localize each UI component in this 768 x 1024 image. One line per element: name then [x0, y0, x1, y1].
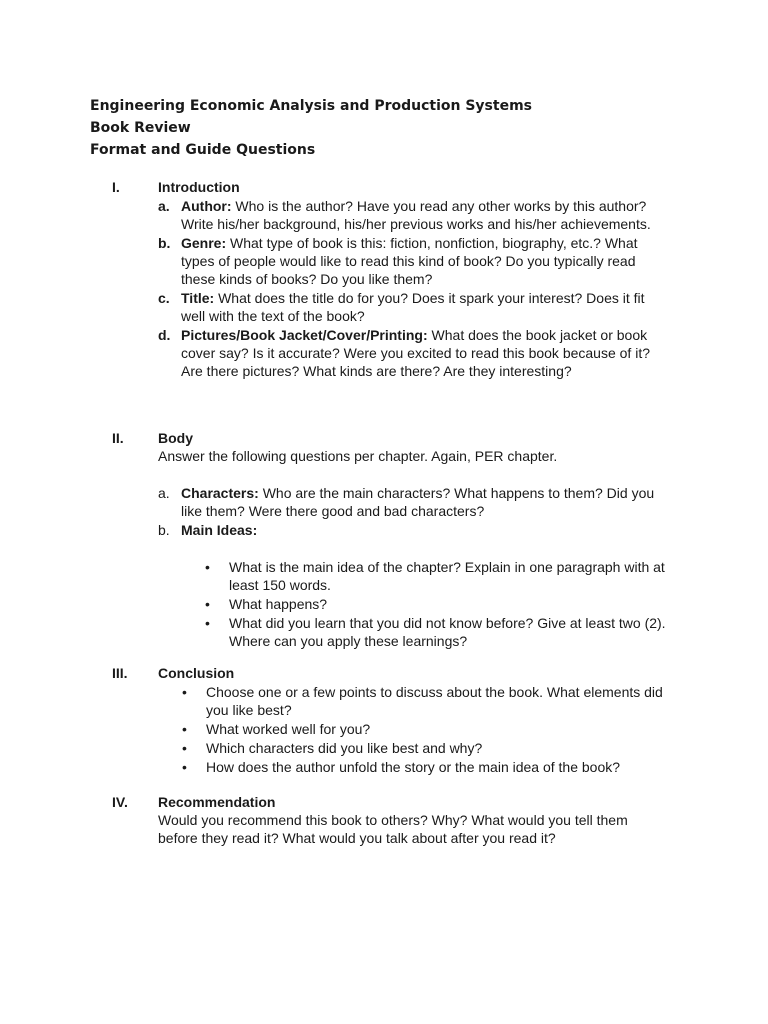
- list-item: a. Characters: Who are the main characters? What happens to them? Did you like them? Were there good and bad characters?: [158, 485, 655, 519]
- section-numeral: II.: [112, 430, 124, 446]
- section-numeral: IV.: [112, 794, 128, 810]
- bullet-item: • How does the author unfold the story or the main idea of the book?: [182, 759, 621, 775]
- course-title: Engineering Economic Analysis and Production Systems: [90, 98, 532, 114]
- section-body: [112, 429, 672, 650]
- list-item: b. Genre: What type of book is this: fiction, nonfiction, biography, etc.? What types of people would like to read this kind of book? Do you typically read these kinds of books? Do you like them?: [158, 235, 638, 287]
- section-heading: [112, 429, 672, 447]
- section-title: Conclusion: [158, 665, 235, 681]
- bullet-item: • What worked well for you?: [182, 721, 371, 737]
- document-title: Book Review: [90, 120, 191, 136]
- section-title: Body: [158, 430, 193, 446]
- bullet-item: • Choose one or a few points to discuss about the book. What elements did you like best?: [182, 684, 663, 718]
- bullet-icon: •: [182, 721, 187, 737]
- bullet-icon: •: [182, 684, 187, 700]
- section-numeral: III.: [112, 665, 128, 681]
- bullet-item: • What is the main idea of the chapter? Explain in one paragraph with at least 150 words.: [205, 559, 665, 593]
- list-item: b. Main Ideas:: [158, 522, 258, 538]
- bullet-icon: •: [205, 615, 210, 631]
- section-heading: [112, 178, 672, 196]
- bullet-icon: •: [182, 759, 187, 775]
- section-heading: [112, 664, 672, 682]
- bullet-icon: •: [205, 596, 210, 612]
- section-recommendation: [112, 793, 672, 847]
- bullet-icon: •: [205, 559, 210, 575]
- list-item: a. Author: Who is the author? Have you read any other works by this author? Write his/her background, his/her previous works and his/her achievements.: [158, 198, 651, 232]
- section-numeral: I.: [112, 179, 120, 195]
- section-heading: [112, 793, 672, 811]
- section-instruction: Answer the following questions per chapter. Again, PER chapter.: [158, 448, 558, 464]
- recommendation-text: Would you recommend this book to others? Why? What would you tell them before they read it? What would you talk about after you read it?: [158, 812, 628, 846]
- document-subtitle: Format and Guide Questions: [90, 142, 316, 158]
- bullet-icon: •: [182, 740, 187, 756]
- document-header: [90, 95, 532, 161]
- section-conclusion: [112, 664, 672, 776]
- list-item: c. Title: What does the title do for you? Does it spark your interest? Does it fit well with the text of the book?: [158, 290, 645, 324]
- bullet-item: • Which characters did you like best and why?: [182, 740, 483, 756]
- bullet-item: • What happens?: [205, 596, 328, 612]
- section-title: Recommendation: [158, 794, 276, 810]
- bullet-item: • What did you learn that you did not know before? Give at least two (2). Where can you apply these learnings?: [205, 615, 666, 649]
- list-item: d. Pictures/Book Jacket/Cover/Printing: What does the book jacket or book cover say? Is it accurate? Were you excited to read this book because of it? Are there pictures? What kinds are there? Are they interesting?: [158, 327, 650, 379]
- section-introduction: [112, 178, 672, 380]
- section-title: Introduction: [158, 179, 240, 195]
